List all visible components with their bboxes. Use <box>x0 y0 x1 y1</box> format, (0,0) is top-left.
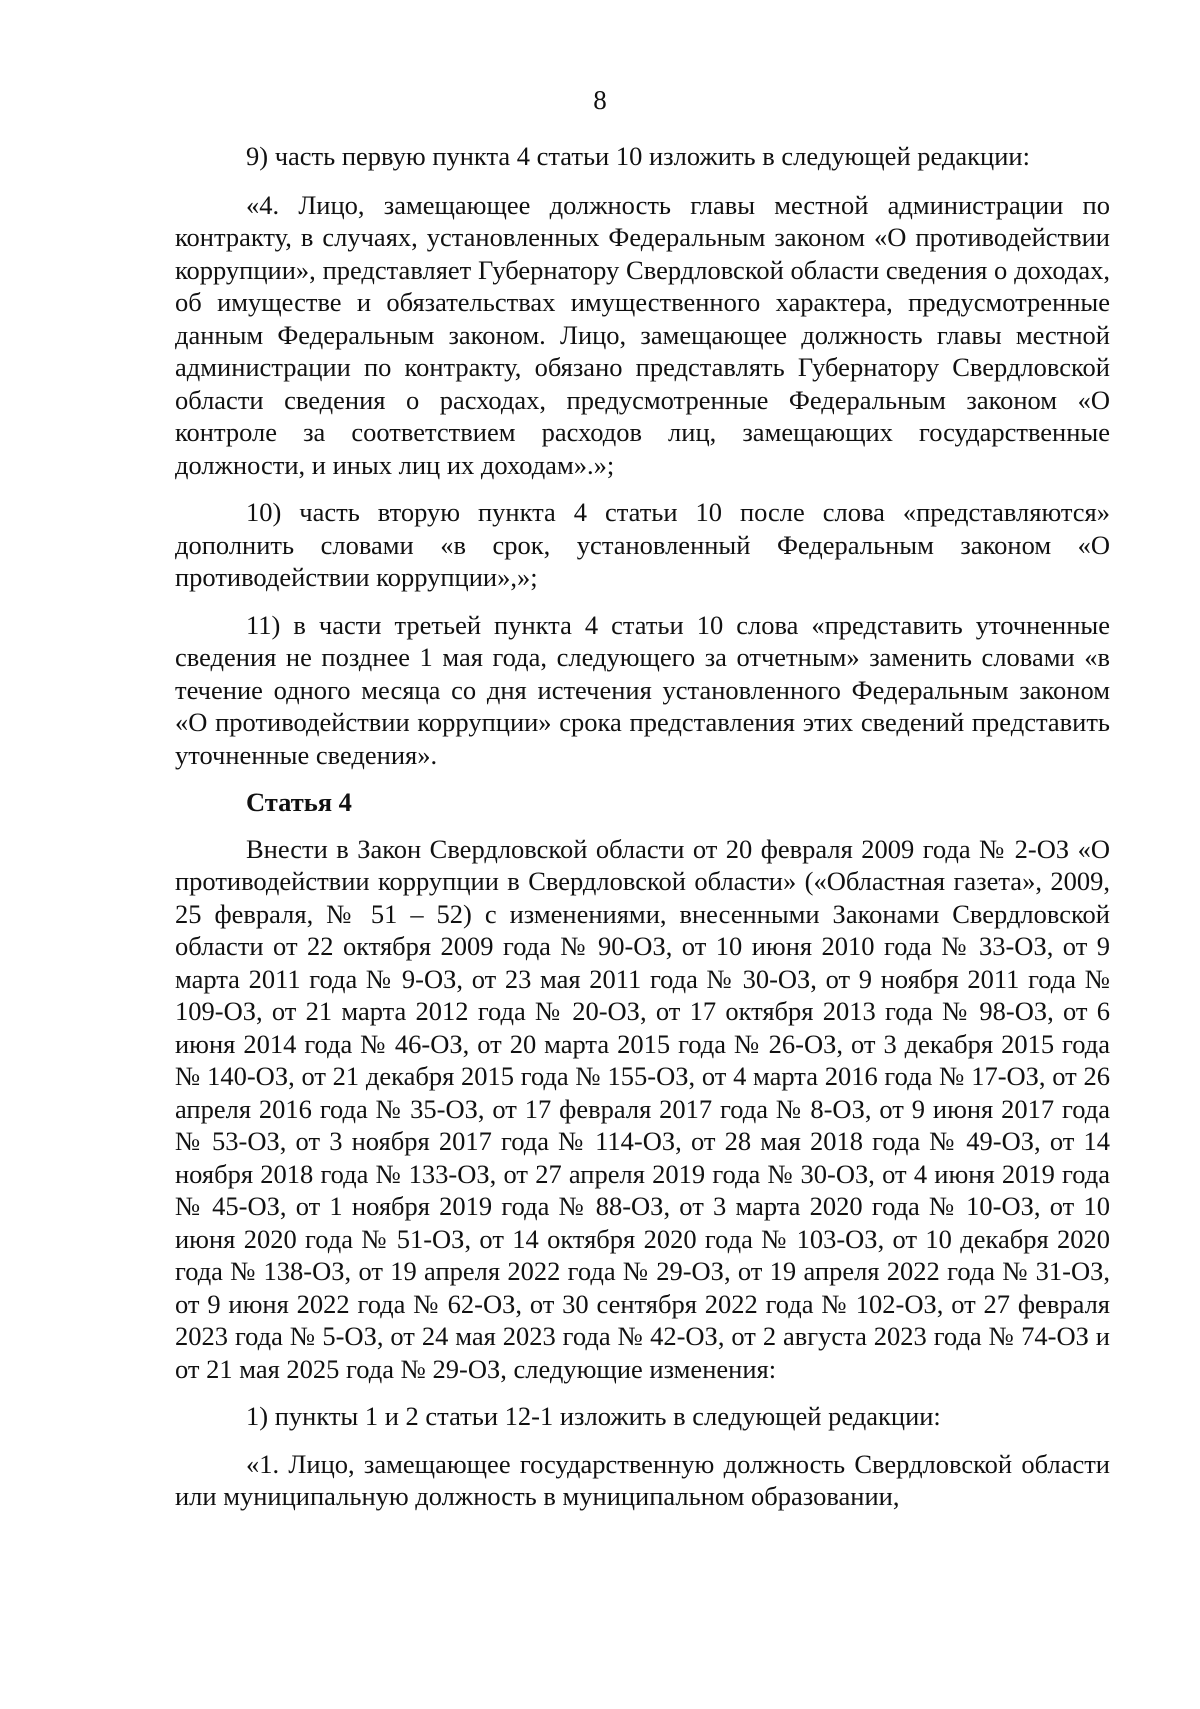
paragraph-article-quote-1: «1. Лицо, замещающее государственную должность Свердловской области или муниципальную должность в муниципальном образовании, <box>175 1448 1110 1511</box>
page-number: 8 <box>593 85 607 115</box>
paragraph-article-intro: Внести в Закон Свердловской области от 20 февраля 2009 года № 2-ОЗ «О противодействии коррупции в Свердловской области» («Областная газета», 2009, 25 февраля, № 51 – 52) с изменениями, внесенными Законами Свердловской области от 22 октября 2009 года № 90-ОЗ, от 10 июня 2010 года № 33-ОЗ, от 9 марта 2011 года № 9-ОЗ, от 23 мая 2011 года № 30-ОЗ, от 9 ноября 2011 года № 109-ОЗ, от 21 марта 2012 года № 20-ОЗ, от 17 октября 2013 года № 98-ОЗ, от 6 июня 2014 года № 46-ОЗ, от 20 марта 2015 года № 26-ОЗ, от 3 декабря 2015 года № 140-ОЗ, от 21 декабря 2015 года № 155-ОЗ, от 4 марта 2016 года № 17-ОЗ, от 26 апреля 2016 года № 35-ОЗ, от 17 февраля 2017 года № 8-ОЗ, от 9 июня 2017 года № 53-ОЗ, от 3 ноября 2017 года № 114-ОЗ, от 28 мая 2018 года № 49-ОЗ, от 14 ноября 2018 года № 133-ОЗ, от 27 апреля 2019 года № 30-ОЗ, от 4 июня 2019 года № 45-ОЗ, от 1 ноября 2019 года № 88-ОЗ, от 3 марта 2020 года № 10-ОЗ, от 10 июня 2020 года № 51-ОЗ, от 14 октября 2020 года № 103-ОЗ, от 10 декабря 2020 года № 138-ОЗ, от 19 апреля 2022 года № 29-ОЗ, от 19 апреля 2022 года № 31-ОЗ, от 9 июня 2022 года № 62-ОЗ, от 30 сентября 2022 года № 102-ОЗ, от 27 февраля 2023 года № 5-ОЗ, от 24 мая 2023 года № 42-ОЗ, от 2 августа 2023 года № 74-ОЗ и от 21 мая 2025 года № 29-ОЗ, следующие изменения: <box>175 833 1110 1384</box>
paragraph-item-11: 11) в части третьей пункта 4 статьи 10 слова «представить уточненные сведения не позднее 1 мая года, следующего за отчетным» заменить словами «в течение одного месяца со дня истечения установленного Федеральным законом «О противодействии коррупции» срока представления этих сведений представить уточненные сведения». <box>175 609 1110 770</box>
paragraph-quote-4: «4. Лицо, замещающее должность главы местной администрации по контракту, в случаях, установленных Федеральным законом «О противодействии коррупции», представляет Губернатору Свердловской области сведения о доходах, об имуществе и обязательствах имущественного характера, предусмотренные данным Федеральным законом. Лицо, замещающее должность главы местной администрации по контракту, обязано представлять Губернатору Свердловской области сведения о расходах, предусмотренные Федеральным законом «О контроле за соответствием расходов лиц, замещающих государственные должности, и иных лиц их доходам».»; <box>175 189 1110 480</box>
paragraph-item-10: 10) часть вторую пункта 4 статьи 10 после слова «представляются» дополнить словами «в срок, установленный Федеральным законом «О противодействии коррупции»,»; <box>175 497 1110 592</box>
document-body <box>175 140 1110 1528</box>
paragraph-item-9: 9) часть первую пункта 4 статьи 10 изложить в следующей редакции: <box>246 141 1030 171</box>
paragraph-article-item-1: 1) пункты 1 и 2 статьи 12-1 изложить в следующей редакции: <box>246 1401 941 1431</box>
article-heading: Статья 4 <box>246 787 352 817</box>
